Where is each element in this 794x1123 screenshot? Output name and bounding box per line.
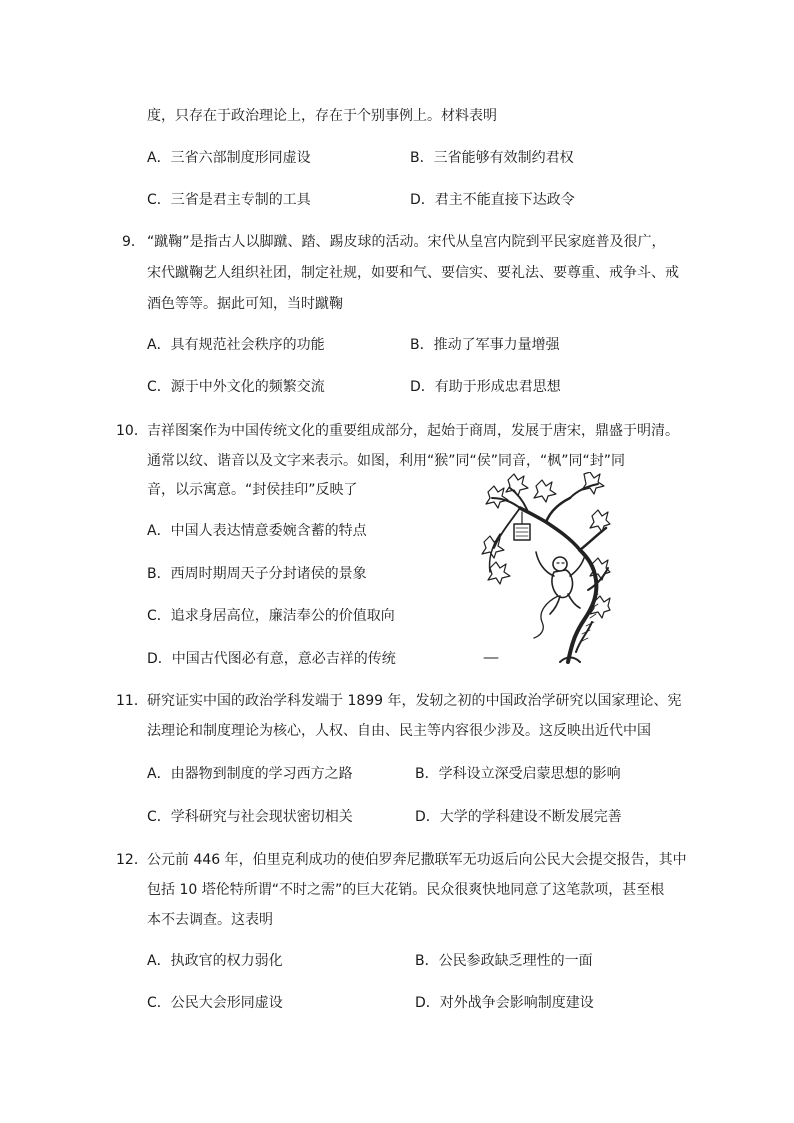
q10-option-c: C．追求身居高位，廉洁奉公的价值取向 (147, 608, 395, 624)
q12-option-d: D．对外战争会影响制度建设 (415, 995, 594, 1011)
q11-option-a: A．由器物到制度的学习西方之路 (147, 766, 353, 782)
q11-option-c: C．学科研究与社会现状密切相关 (147, 809, 353, 825)
q10-number: 10． (116, 423, 148, 439)
q9-stem-line-3: 酒色等等。据此可知，当时蹴鞠 (147, 296, 343, 312)
q12-stem-line-1: 公元前 446 年，伯里克利成功的使伯罗奔尼撒联军无功返后向公民大会提交报告，其中 (147, 852, 687, 868)
q11-option-d: D．大学的学科建设不断发展完善 (415, 809, 622, 825)
q11-stem-line-1: 研究证实中国的政治学科发端于 1899 年，发轫之初的中国政治学研究以国家理论、宪 (147, 693, 682, 709)
q8-option-a: A．三省六部制度形同虚设 (147, 150, 311, 166)
q10-stem-line-3: 音，以示寓意。“封侯挂印”反映了 (147, 482, 358, 498)
q9-option-d: D．有助于形成忠君思想 (410, 379, 561, 395)
q8-option-c: C．三省是君主专制的工具 (147, 192, 311, 208)
q8-stem-tail: 度，只存在于政治理论上，存在于个别事例上。材料表明 (147, 108, 497, 124)
q9-number: 9． (122, 234, 145, 250)
q8-option-d: D．君主不能直接下达政令 (410, 192, 575, 208)
q9-option-a: A．具有规范社会秩序的功能 (147, 337, 325, 353)
q9-stem-line-1: “蹴鞠”是指古人以脚蹴、踏、踢皮球的活动。宋代从皇宫内院到平民家庭普及很广， (147, 234, 666, 250)
q11-stem-line-2: 法理论和制度理论为核心，人权、自由、民主等内容很少涉及。这反映出近代中国 (147, 723, 651, 739)
q12-option-a: A．执政官的权力弱化 (147, 953, 283, 969)
q10-option-d: D．中国古代图必有意，意必吉祥的传统 (147, 651, 396, 667)
q9-option-c: C．源于中外文化的频繁交流 (147, 379, 325, 395)
monkey-on-maple-tree-illustration-icon (480, 472, 612, 664)
q12-option-b: B．公民参政缺乏理性的一面 (415, 953, 593, 969)
q12-stem-line-2: 包括 10 塔伦特所谓“不时之需”的巨大花销。民众很爽快地同意了这笔款项，甚至根 (147, 882, 665, 898)
q12-option-c: C．公民大会形同虚设 (147, 995, 283, 1011)
q10-stem-line-2: 通常以纹、谐音以及文字来表示。如图，利用“猴”同“侯”同音，“枫”同“封”同 (147, 453, 626, 469)
q9-option-b: B．推动了军事力量增强 (410, 337, 560, 353)
q11-option-b: B．学科设立深受启蒙思想的影响 (415, 766, 621, 782)
q10-option-b: B．西周时期周天子分封诸侯的景象 (147, 566, 367, 582)
q11-number: 11． (116, 693, 148, 709)
q9-stem-line-2: 宋代蹴鞠艺人组织社团，制定社规，如要和气、要信实、要礼法、要尊重、戒争斗、戒 (147, 265, 679, 281)
q10-stem-line-1: 吉祥图案作为中国传统文化的重要组成部分，起始于商周，发展于唐宋，鼎盛于明清。 (147, 423, 679, 439)
q10-option-a: A．中国人表达情意委婉含蓄的特点 (147, 523, 367, 539)
q12-stem-line-3: 本不去调查。这表明 (147, 912, 273, 928)
q8-option-b: B．三省能够有效制约君权 (410, 150, 574, 166)
q12-number: 12． (116, 852, 148, 868)
